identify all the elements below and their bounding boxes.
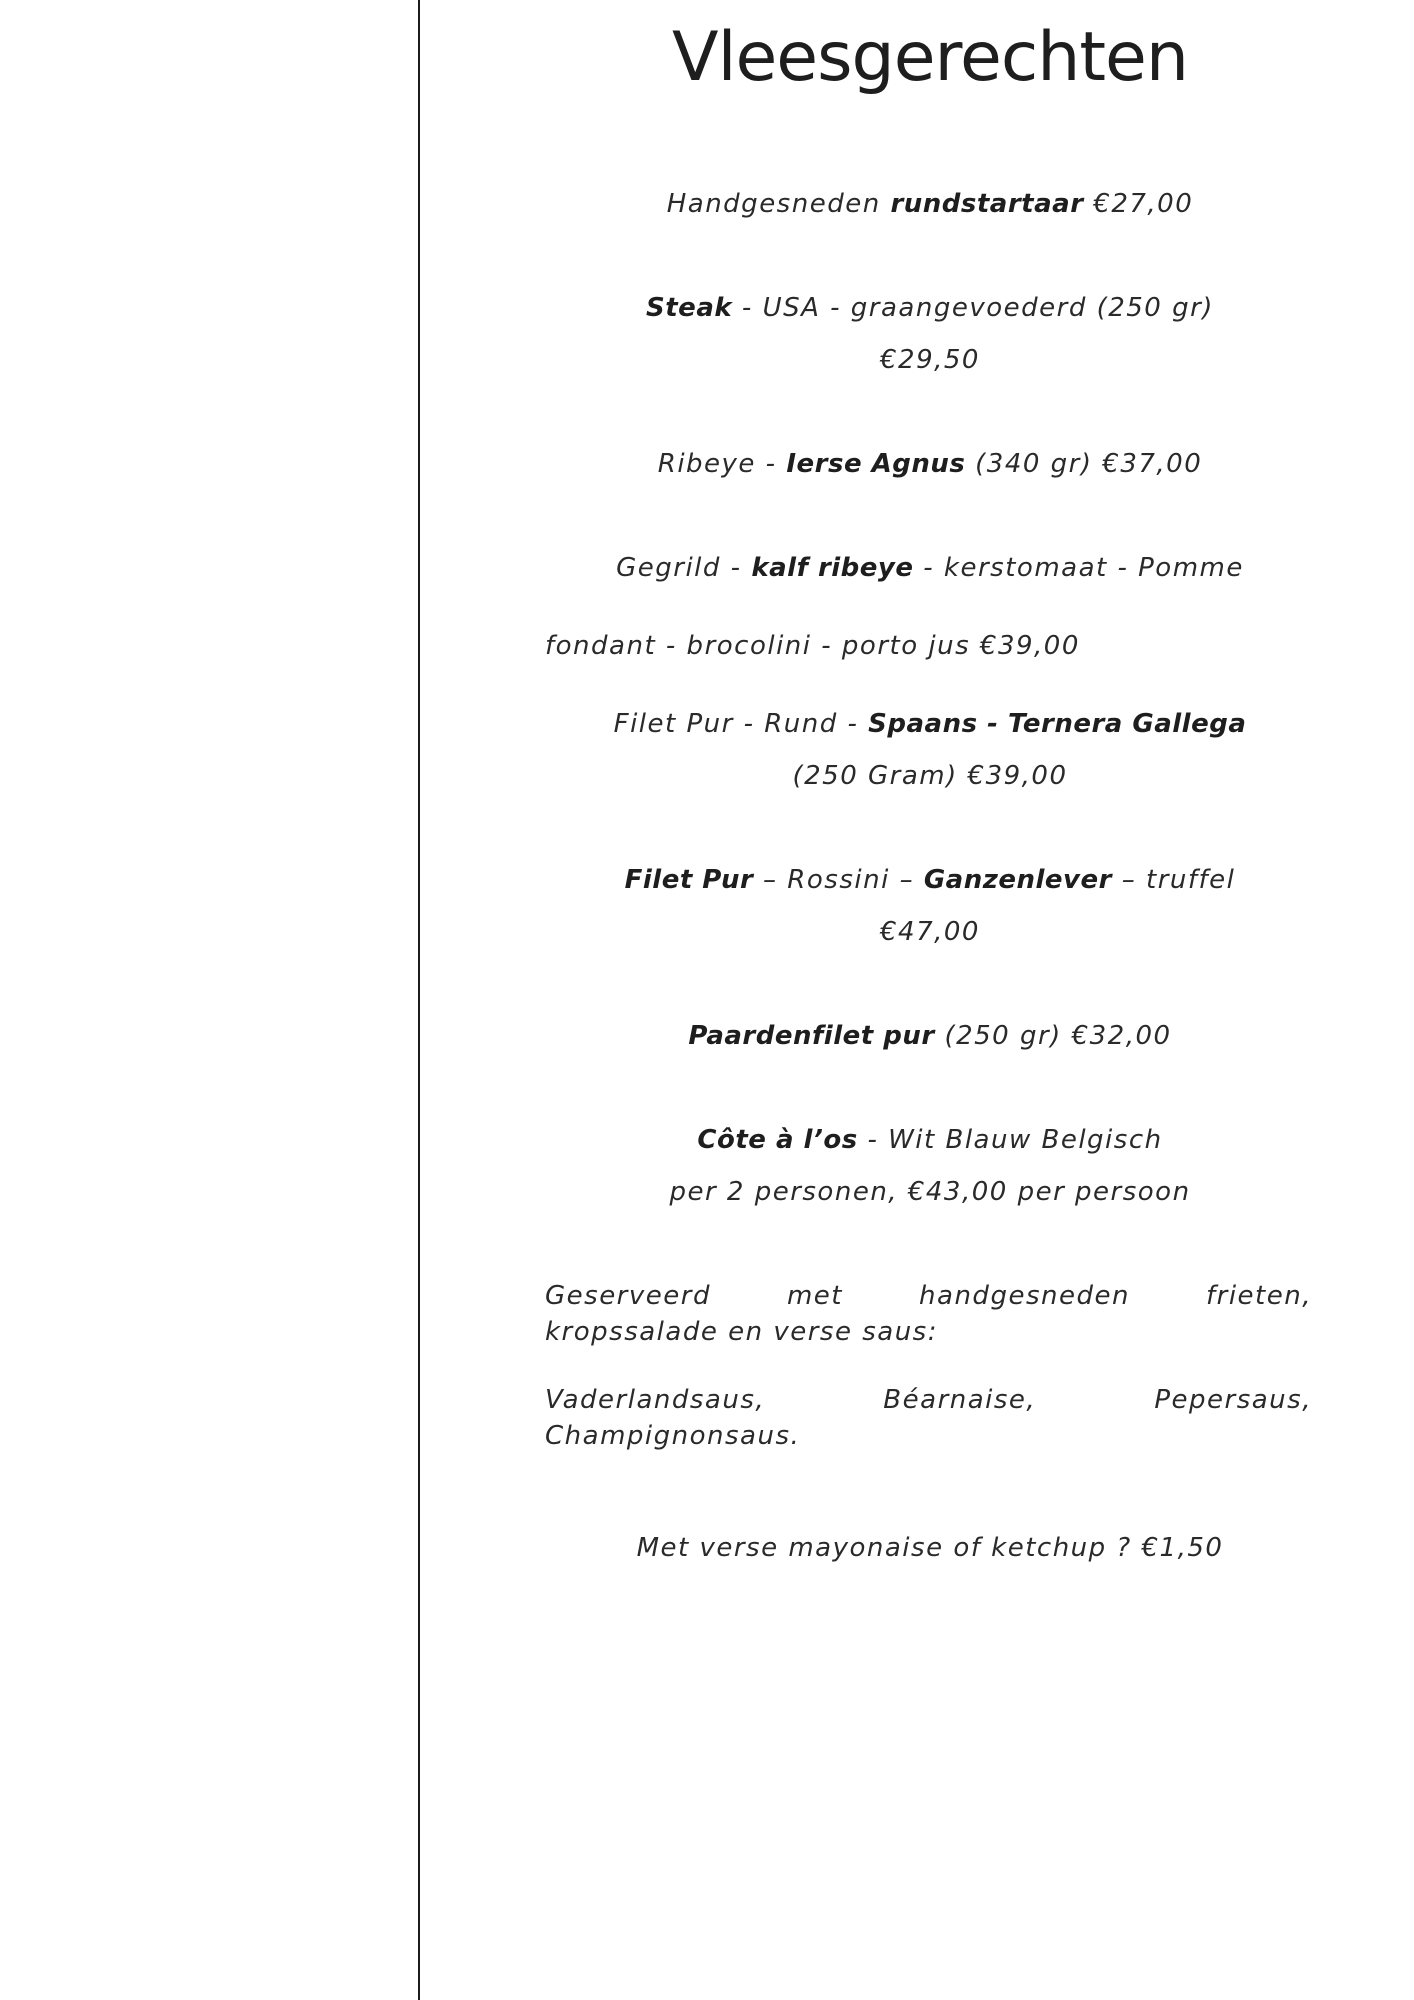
item-text: - USA - graangevoederd (250 gr) [732,293,1214,323]
item-text: - kerstomaat - Pomme [913,553,1244,583]
item-text: – Rossini – [753,865,924,895]
item-name: Steak [646,293,733,323]
menu-item-steak [530,292,1330,324]
served-with-line1 [545,1280,1312,1312]
menu-item-filet-spaans-line2: (250 Gram) €39,00 [792,761,1068,791]
menu-item-paardenfilet [530,1020,1330,1052]
item-text: – truffel [1111,865,1236,895]
menu-item-ribeye [530,448,1330,480]
item-text: - Wit Blauw Belgisch [857,1125,1163,1155]
menu-item-steak-price: €29,50 [880,345,980,375]
page-title: Vleesgerechten [672,18,1188,97]
item-name-secondary: Ganzenlever [923,865,1112,895]
item-name: Spaans - Ternera Gallega [868,709,1247,739]
sauce-name: Pepersaus, [1154,1385,1312,1415]
menu-item-rossini-price: €47,00 [880,917,980,947]
sauces-line [545,1384,1312,1416]
item-name: Filet Pur [624,865,754,895]
served-word: met [786,1281,844,1311]
menu-item-filet-spaans [530,708,1330,740]
sauces-line2: Champignonsaus. [545,1421,801,1451]
menu-item-rossini [530,864,1330,896]
menu-item-tartaar [530,188,1330,220]
item-name: Paardenfilet pur [688,1021,935,1051]
menu-item-cote-a-los-line2: per 2 personen, €43,00 per persoon [669,1177,1191,1207]
item-text: Ribeye - [657,449,787,479]
sauce-name: Béarnaise, [883,1385,1037,1415]
item-text: Gegrild - [616,553,752,583]
menu-item-kalf-ribeye-line2: fondant - brocolini - porto jus €39,00 [545,631,1080,661]
item-text: Filet Pur - Rund - [613,709,869,739]
item-name: rundstartaar [890,189,1084,219]
item-name: kalf ribeye [751,553,914,583]
item-price: €27,00 [1083,189,1194,219]
sauce-name: Vaderlandsaus, [545,1385,766,1415]
served-word: Geserveerd [545,1281,711,1311]
served-word: handgesneden [919,1281,1130,1311]
served-word: frieten, [1205,1281,1312,1311]
item-price: (250 gr) €32,00 [934,1021,1172,1051]
item-text: Handgesneden [666,189,891,219]
vertical-divider-line [418,0,420,2000]
item-name: Ierse Agnus [786,449,966,479]
extra-option: Met verse mayonaise of ketchup ? €1,50 [636,1533,1224,1563]
menu-item-cote-a-los [530,1124,1330,1156]
menu-item-kalf-ribeye [530,552,1330,584]
item-name: Côte à l’os [697,1125,858,1155]
item-price: (340 gr) €37,00 [965,449,1203,479]
served-with-line2: kropssalade en verse saus: [545,1317,938,1347]
